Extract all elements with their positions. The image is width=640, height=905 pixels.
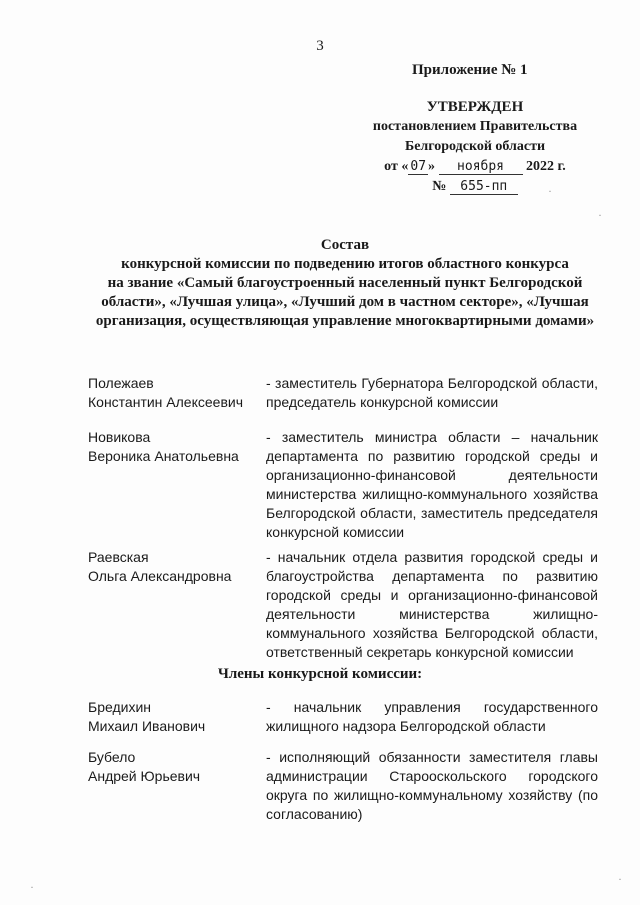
person-surname: Бубело <box>88 749 136 765</box>
approval-date <box>340 157 610 177</box>
number-prefix: № <box>432 179 447 194</box>
person-role: - исполняющий обязанности заместителя главы администрации Старооскольского городского округа по жилищно-коммунальному хозяйству (по согласованию) <box>266 749 598 822</box>
person-name <box>88 548 258 586</box>
page-number: 3 <box>316 38 324 54</box>
appendix-label: Приложение № 1 <box>412 62 528 78</box>
approval-line-2: Белгородской области <box>404 139 546 154</box>
heading-line-3: на звание «Самый благоустроенный населенный пункт Белгородской <box>107 275 583 291</box>
person-given-names: Константин Алексеевич <box>88 394 243 410</box>
heading-line-5: организация, осуществляющая управление многоквартирными домами» <box>95 313 595 329</box>
date-month: ноября <box>439 159 523 175</box>
person-surname: Бредихин <box>88 699 151 715</box>
members-heading: Члены конкурсной комиссии: <box>217 666 423 682</box>
person-role: - начальник управления государственного жилищного надзора Белгородской области <box>266 699 598 734</box>
person-name <box>88 698 258 736</box>
approval-title: УТВЕРЖДЕН <box>426 99 524 115</box>
person-name <box>88 428 258 466</box>
person-given-names: Михаил Иванович <box>88 718 206 734</box>
person-given-names: Вероника Анатольевна <box>88 448 239 464</box>
person-role: - заместитель Губернатора Белгородской области, председатель конкурсной комиссии <box>266 375 598 410</box>
person-surname: Раевская <box>88 549 149 565</box>
person-role: - начальник отдела развития городской среды и благоустройства департамента по развитию городской среды и организационно-финансовой деятельности министерства жилищно-коммунального хозяйства Белгородской области, ответственный секретарь конкурсной комиссии <box>266 549 598 660</box>
person-surname: Новикова <box>88 429 151 445</box>
date-year: 2022 г. <box>526 159 566 174</box>
number-value: 655-пп <box>450 179 518 195</box>
person-role: - заместитель министра области – начальник департамента по развитию городской среды и организационно-финансовой деятельности министерства жилищно-коммунального хозяйства Белгородской области, заместитель председателя конкурсной комиссии <box>266 429 598 540</box>
person-given-names: Ольга Александровна <box>88 568 232 584</box>
heading-line-1: Состав <box>320 237 370 253</box>
person-name <box>88 374 258 412</box>
person-name <box>88 748 258 786</box>
date-mid: » <box>428 159 436 174</box>
date-prefix: от « <box>384 159 409 174</box>
heading-line-2: конкурсной комиссии по подведению итогов областного конкурса <box>121 256 569 272</box>
person-surname: Полежаев <box>88 375 154 391</box>
approval-block <box>340 97 610 197</box>
approval-number <box>340 177 610 197</box>
scan-speck: · <box>548 184 552 198</box>
date-day: 07 <box>410 159 427 174</box>
heading-line-4: области», «Лучшая улица», «Лучший дом в частном секторе», «Лучшая <box>101 294 589 310</box>
approval-line-1: постановлением Правительства <box>372 119 578 134</box>
scan-speck: · <box>30 880 34 894</box>
document-heading <box>60 236 630 331</box>
scan-speck: · <box>598 208 602 222</box>
person-given-names: Андрей Юрьевич <box>88 768 201 784</box>
scan-speck: · <box>618 872 622 886</box>
